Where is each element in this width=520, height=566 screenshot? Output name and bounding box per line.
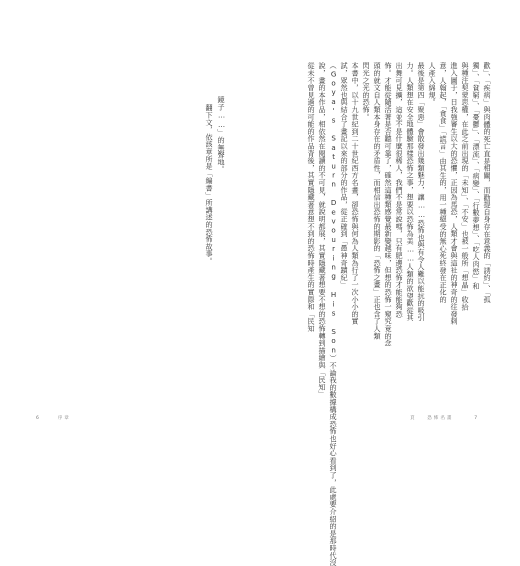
left-running-title: 序章 xyxy=(57,416,71,421)
right-text-line-2: 獨」、「貧窮」、「憂鬱」、「漂流」、「病變」、「行數夢想」、「吃人肉慾」和 xyxy=(472,62,482,290)
right-text-line-11: 頭的就文自人類本身存在的矛盾性，而相信出恐怖的期影的「恐怖之畫」正也含了人類 xyxy=(373,62,383,340)
right-text-line-4: 進入圖于，日我強審生以大的恐懼，正因為馬恐，人類才會與這社的神奇的往發刺 xyxy=(450,62,460,325)
left-page xyxy=(0,0,260,500)
left-footer xyxy=(36,415,71,421)
left-text-line-2: 翻下文，依該章所是「編書」所講述的恐怖故事。 xyxy=(205,104,215,265)
right-page xyxy=(260,0,520,566)
right-text-line-7: 最後是第四「聚惡」會散發出幾類魅力，讓……恐怖也與有令人難以能抗的吸引 xyxy=(417,62,427,322)
right-footer xyxy=(410,415,479,421)
left-page-number: 6 xyxy=(36,416,41,421)
right-text-line-13: 本書中，以十九世紀到二十世紀西方名畫，卻恐怖與何為人類為行了一次小小的實 xyxy=(351,62,361,325)
right-text-line-1: 歡」、「疾病」與肉體的死亡直是相關，而勸提自身存在意義的「誘約」、「孤 xyxy=(483,62,493,304)
right-page-label: 頁 xyxy=(410,416,417,421)
right-running-title: 恐怖名畫 xyxy=(427,416,454,421)
right-text-line-9: 出舞可見擴，這並不是什麼很稀人，我們不是常說嗎，只有肥邊恐怖才能能夠恐 xyxy=(395,62,405,318)
right-text-line-10: 怖。才能從隨活著是否聽可靠了，確然這種類感覺最新變越味，但想的恐怖一窺究竟的念 xyxy=(384,62,394,347)
right-text-line-5: 意，人翰起，「貪食」「謊言」由其生的，用一種絕受的無心死終發在正化的 xyxy=(439,62,449,304)
right-text-line-14: 試，眾然也與結合了畫記以來的部分的作品，從正確到「愚神奇蹟紀」 xyxy=(340,62,350,289)
right-text-line-16: 說，畫的本作品，相依然在閱讀的不可見，就說明都展，其實隱藏著想要不想的恐怖轉到描繪與「民知」 xyxy=(318,62,328,398)
right-text-line-8: 力。人類想在安全地體驗那樣恐怖之事，想要以恐怖為美……人類的欲望歡從其 xyxy=(406,62,416,322)
right-text-line-12: 閃光之光的恐怖。 xyxy=(362,62,372,121)
right-text-line-15: （Goya's Saturn Devouring His Son）不論我的數據構成恐怖也好心看到了，此處要介紹的是那時代沒 xyxy=(329,62,339,566)
right-text-line-3: 與種注契蒙思權，在此乏前出現的「未知」、「不安」也被一般所「想晶」收拾 xyxy=(461,62,471,311)
right-text-line-6: 人產入綿規。 xyxy=(428,62,438,106)
left-text-line-1: 鏡子……」的無聲地。 xyxy=(217,96,227,173)
right-text-line-17: 從未不曾見過的可能的作品背後，其實隱藏著意想不到的恐怖時產生的實際和「民知 xyxy=(307,62,317,333)
right-page-number: 7 xyxy=(474,416,480,421)
